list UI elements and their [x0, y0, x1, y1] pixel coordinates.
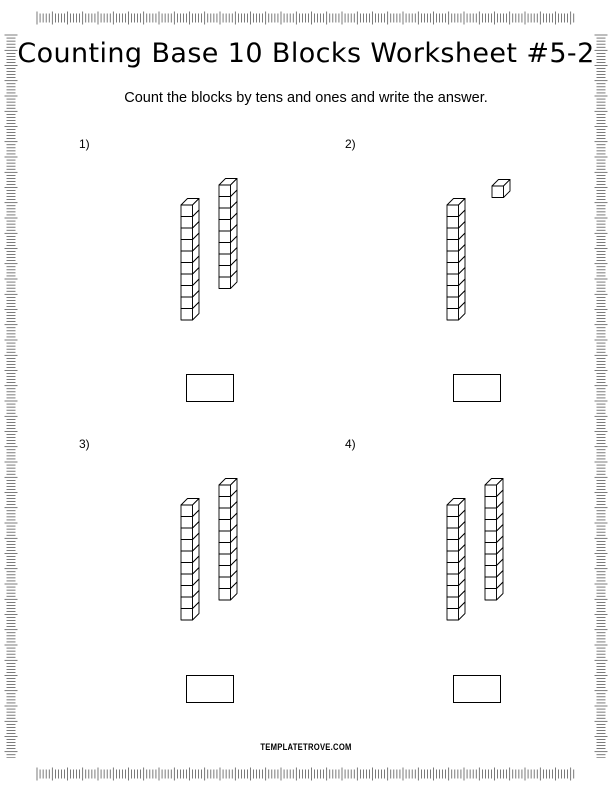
problem-4-label: 4) [345, 437, 356, 451]
problem-3-label: 3) [79, 437, 90, 451]
unit-cube [492, 180, 510, 198]
problem-4-answer-box[interactable] [453, 675, 501, 703]
problem-4-blocks-drawing [436, 460, 556, 625]
problem-2-label: 2) [345, 137, 356, 151]
problem-1-label: 1) [79, 137, 90, 151]
problem-3-blocks [170, 460, 290, 630]
problem-2-blocks-drawing [436, 160, 556, 325]
site-footer: TEMPLATETROVE.COM [260, 742, 352, 752]
problem-2-answer-box[interactable] [453, 374, 501, 402]
problem-3-blocks-drawing [170, 460, 290, 625]
problem-3-answer-box[interactable] [186, 675, 234, 703]
bottom-ruler-border [36, 761, 576, 787]
problem-1-blocks [170, 160, 290, 330]
top-ruler-border [36, 5, 576, 31]
problem-1-answer-box[interactable] [186, 374, 234, 402]
problem-1-blocks-drawing [170, 160, 290, 325]
worksheet-instructions: Count the blocks by tens and ones and write the answer. [124, 90, 488, 106]
problem-4-blocks [436, 460, 556, 630]
left-ruler-border [0, 34, 22, 758]
worksheet-title: Counting Base 10 Blocks Worksheet #5-2 [17, 38, 595, 69]
right-ruler-border [590, 34, 612, 758]
problem-2-blocks [436, 160, 556, 330]
